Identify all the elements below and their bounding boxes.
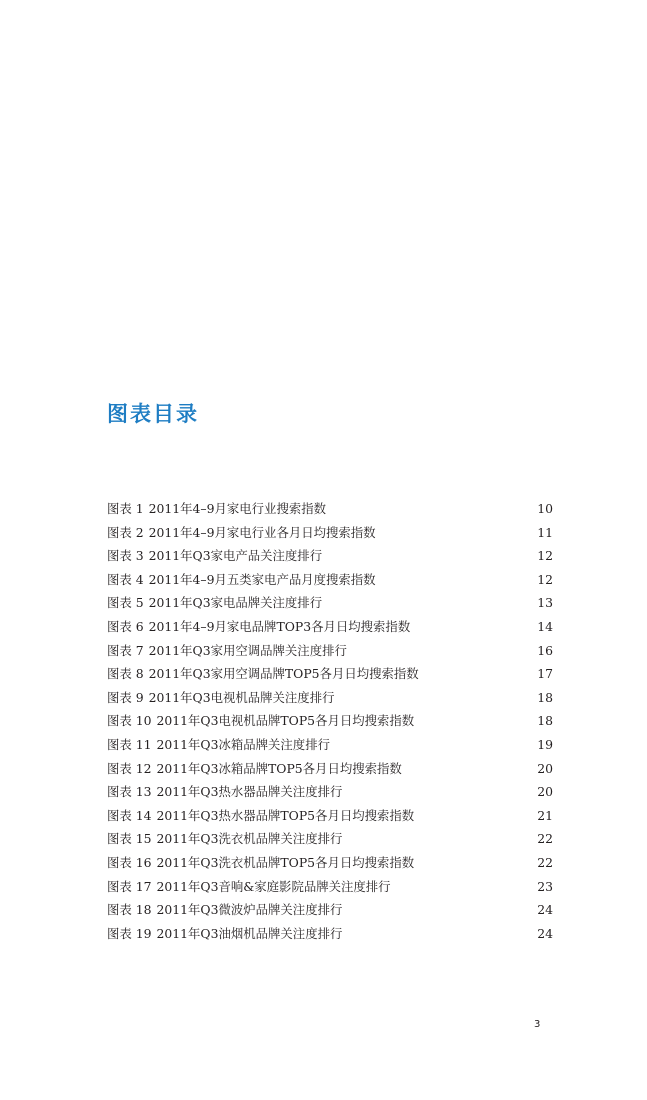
- toc-entry-page: 16: [537, 642, 553, 658]
- toc-entry-title: 2011年4–9月家电行业搜索指数: [148, 501, 327, 516]
- toc-entry-label: 图表 17: [107, 878, 152, 894]
- toc-entry[interactable]: [107, 804, 553, 828]
- toc-entry-page: 24: [537, 925, 553, 941]
- toc-entry[interactable]: [107, 662, 553, 686]
- toc-entry[interactable]: [107, 686, 553, 710]
- toc-entry-title: 2011年Q3冰箱品牌TOP5各月日均搜索指数: [156, 760, 402, 776]
- toc-entry[interactable]: [107, 898, 553, 922]
- toc-entry-page: 17: [537, 666, 553, 682]
- toc-entry-label: 图表 1: [107, 501, 144, 516]
- toc-entry-label: 图表 16: [107, 854, 152, 870]
- toc-entry[interactable]: [107, 733, 553, 757]
- toc-entry-label: 图表 15: [107, 831, 152, 847]
- toc-entry[interactable]: [107, 757, 553, 781]
- toc-entry-label: 图表 12: [107, 760, 152, 776]
- toc-entry[interactable]: [107, 544, 553, 568]
- toc-entry[interactable]: [107, 709, 553, 733]
- toc-entry-title: 2011年Q3洗衣机品牌TOP5各月日均搜索指数: [156, 854, 415, 870]
- toc-entry-label: 图表 9: [107, 689, 144, 705]
- toc-entry[interactable]: [107, 639, 553, 663]
- toc-entry[interactable]: [107, 922, 553, 946]
- toc-entry-label: 图表 6: [107, 618, 144, 634]
- toc-entry-page: 10: [537, 501, 553, 516]
- toc-entry[interactable]: [107, 780, 553, 804]
- toc-entry-page: 24: [537, 902, 553, 918]
- toc-entry-title: 2011年4–9月家电品牌TOP3各月日均搜索指数: [148, 618, 411, 634]
- toc-entry-title: 2011年Q3电视机品牌关注度排行: [148, 689, 335, 705]
- toc-entry-page: 23: [537, 878, 553, 894]
- toc-entry[interactable]: [107, 615, 553, 639]
- table-of-figures: [107, 497, 553, 945]
- toc-entry[interactable]: [107, 875, 553, 899]
- toc-entry-label: 图表 18: [107, 902, 152, 918]
- toc-entry-label: 图表 7: [107, 642, 144, 658]
- toc-entry-title: 2011年4–9月家电行业各月日均搜索指数: [148, 524, 376, 540]
- toc-entry-label: 图表 13: [107, 784, 152, 800]
- toc-entry-page: 11: [537, 524, 553, 540]
- toc-entry[interactable]: [107, 497, 553, 521]
- toc-entry-title: 2011年Q3家电品牌关注度排行: [148, 595, 323, 611]
- toc-entry-page: 14: [537, 618, 553, 634]
- page-title: 图表目录: [107, 402, 199, 426]
- toc-entry-page: 20: [537, 760, 553, 776]
- toc-entry-page: 21: [537, 807, 553, 823]
- toc-entry[interactable]: [107, 591, 553, 615]
- toc-entry-title: 2011年Q3家用空调品牌TOP5各月日均搜索指数: [148, 666, 419, 682]
- page-number: 3: [534, 1019, 541, 1030]
- toc-entry-title: 2011年Q3电视机品牌TOP5各月日均搜索指数: [156, 713, 415, 729]
- toc-entry-page: 19: [537, 736, 553, 752]
- toc-entry-label: 图表 8: [107, 666, 144, 682]
- toc-entry-title: 2011年Q3油烟机品牌关注度排行: [156, 925, 343, 941]
- toc-entry-title: 2011年Q3家电产品关注度排行: [148, 548, 323, 564]
- toc-entry-page: 22: [537, 831, 553, 847]
- toc-entry-title: 2011年Q3冰箱品牌关注度排行: [156, 736, 330, 752]
- toc-entry-title: 2011年Q3热水器品牌关注度排行: [156, 784, 343, 800]
- toc-entry[interactable]: [107, 521, 553, 545]
- toc-entry-page: 12: [537, 548, 553, 564]
- toc-entry-label: 图表 10: [107, 713, 152, 729]
- toc-entry-page: 18: [537, 713, 553, 729]
- toc-entry-title: 2011年4–9月五类家电产品月度搜索指数: [148, 571, 376, 587]
- toc-entry-title: 2011年Q3微波炉品牌关注度排行: [156, 902, 343, 918]
- toc-entry-label: 图表 14: [107, 807, 152, 823]
- toc-entry-page: 22: [537, 854, 553, 870]
- toc-entry-label: 图表 19: [107, 925, 152, 941]
- toc-entry-label: 图表 4: [107, 571, 144, 587]
- toc-entry-title: 2011年Q3洗衣机品牌关注度排行: [156, 831, 343, 847]
- toc-entry[interactable]: [107, 827, 553, 851]
- toc-entry-label: 图表 2: [107, 524, 144, 540]
- toc-entry-page: 20: [537, 784, 553, 800]
- toc-entry[interactable]: [107, 568, 553, 592]
- toc-entry-page: 13: [537, 595, 553, 611]
- toc-entry-label: 图表 5: [107, 595, 144, 611]
- toc-entry-page: 18: [537, 689, 553, 705]
- toc-entry-label: 图表 3: [107, 548, 144, 564]
- toc-entry-page: 12: [537, 571, 553, 587]
- toc-entry-label: 图表 11: [107, 736, 152, 752]
- toc-entry[interactable]: [107, 851, 553, 875]
- toc-entry-title: 2011年Q3热水器品牌TOP5各月日均搜索指数: [156, 807, 415, 823]
- toc-entry-title: 2011年Q3家用空调品牌关注度排行: [148, 642, 347, 658]
- toc-entry-title: 2011年Q3音响&家庭影院品牌关注度排行: [156, 878, 391, 894]
